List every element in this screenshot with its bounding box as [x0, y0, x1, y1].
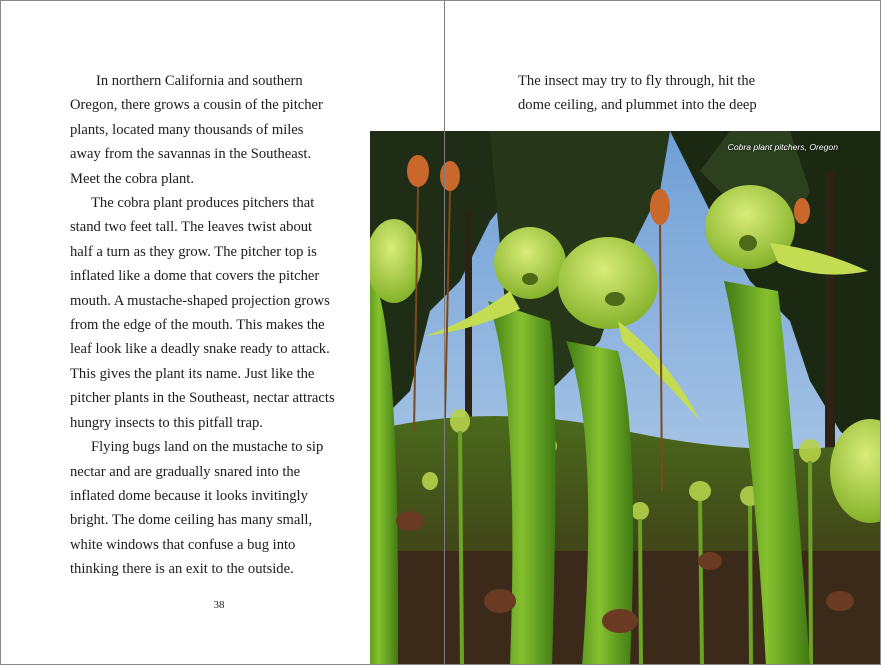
- paragraph: Flying bugs land on the mustache to sip nectar and are gradually snared into the inflated dome because it looks invitingly bright. The dome ceiling has many small, white windows that confuse a bug into thinking there is an exit to the outside.: [70, 439, 324, 578]
- photo-illustration: [370, 131, 881, 665]
- right-page-body: [518, 69, 838, 118]
- left-page-body: [70, 69, 370, 582]
- paragraph: In northern California and southern Oregon, there grows a cousin of the pitcher plants, located many thousands of miles away from the savannas in the Southeast. Meet the cobra plant.: [70, 73, 323, 187]
- paragraph: The cobra plant produces pitchers that stand two feet tall. The leaves twist about half a turn as they grow. The pitcher top is inflated like a dome that covers the pitcher mouth. A mustache-shaped projection grows from the edge of the mouth. This makes the leaf look like a deadly snake ready to attack. This gives the plant its name. Just like the pitcher plants in the Southeast, nectar attracts hungry insects to this pitfall trap.: [70, 195, 335, 431]
- photo-caption: Cobra plant pitchers, Oregon: [727, 142, 838, 152]
- cobra-plant-photo: [370, 131, 881, 665]
- page-number: 38: [213, 599, 225, 611]
- page-gutter: [444, 1, 445, 664]
- paragraph: The insect may try to fly through, hit the dome ceiling, and plummet into the deep: [518, 73, 757, 114]
